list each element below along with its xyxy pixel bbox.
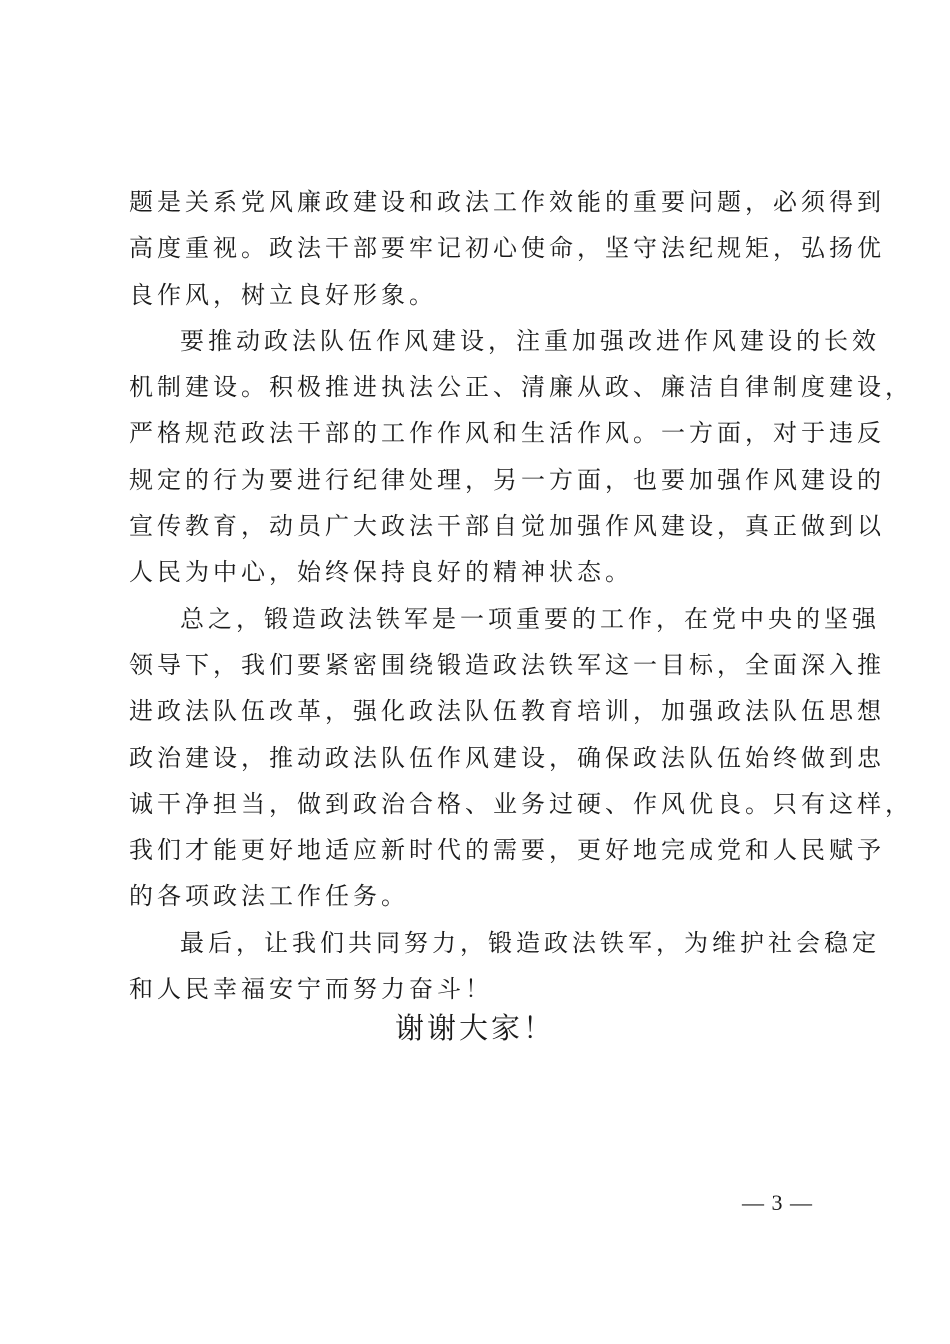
document-body	[129, 183, 913, 1016]
paragraph-1-line-3: 良作风，树立良好形象。	[129, 280, 437, 309]
paragraph-1-line-2: 高度重视。政法干部要牢记初心使命，坚守法纪规矩，弘扬优	[129, 234, 885, 263]
paragraph-1-line-1: 题是关系党风廉政建设和政法工作效能的重要问题，必须得到	[129, 188, 885, 216]
paragraph-3-line-2: 领导下，我们要紧密围绕锻造政法铁军这一目标，全面深入推	[129, 650, 885, 679]
paragraph-2-line-1: 要推动政法队伍作风建设，注重加强改进作风建设的长效	[180, 326, 880, 355]
paragraph-2-line-4: 规定的行为要进行纪律处理，另一方面，也要加强作风建设的	[129, 465, 885, 494]
paragraph-2-line-5: 宣传教育，动员广大政法干部自觉加强作风建设，真正做到以	[129, 512, 885, 541]
paragraph-3-line-7: 的各项政法工作任务。	[129, 882, 409, 911]
paragraph-3-line-4: 政治建设，推动政法队伍作风建设，确保政法队伍始终做到忠	[129, 743, 885, 772]
paragraph-2-line-3: 严格规范政法干部的工作作风和生活作风。一方面，对于违反	[129, 419, 885, 448]
paragraph-3-line-6: 我们才能更好地适应新时代的需要，更好地完成党和人民赋予	[129, 836, 885, 865]
paragraph-4-line-1: 最后，让我们共同努力，锻造政法铁军，为维护社会稳定	[180, 928, 880, 957]
page-number: — 3 —	[742, 1190, 813, 1215]
paragraph-2-line-2: 机制建设。积极推进执法公正、清廉从政、廉洁自律制度建设，	[129, 373, 913, 402]
paragraph-3-line-3: 进政法队伍改革，强化政法队伍教育培训，加强政法队伍思想	[129, 697, 885, 726]
paragraph-3-line-1: 总之，锻造政法铁军是一项重要的工作，在党中央的坚强	[180, 604, 880, 633]
paragraph-2-line-6: 人民为中心，始终保持良好的精神状态。	[129, 558, 633, 587]
closing-remark: 谢谢大家！	[394, 1011, 555, 1045]
paragraph-3-line-5: 诚干净担当，做到政治合格、业务过硬、作风优良。只有这样，	[129, 789, 913, 818]
paragraph-4-line-2: 和人民幸福安宁而努力奋斗！	[129, 975, 493, 1004]
